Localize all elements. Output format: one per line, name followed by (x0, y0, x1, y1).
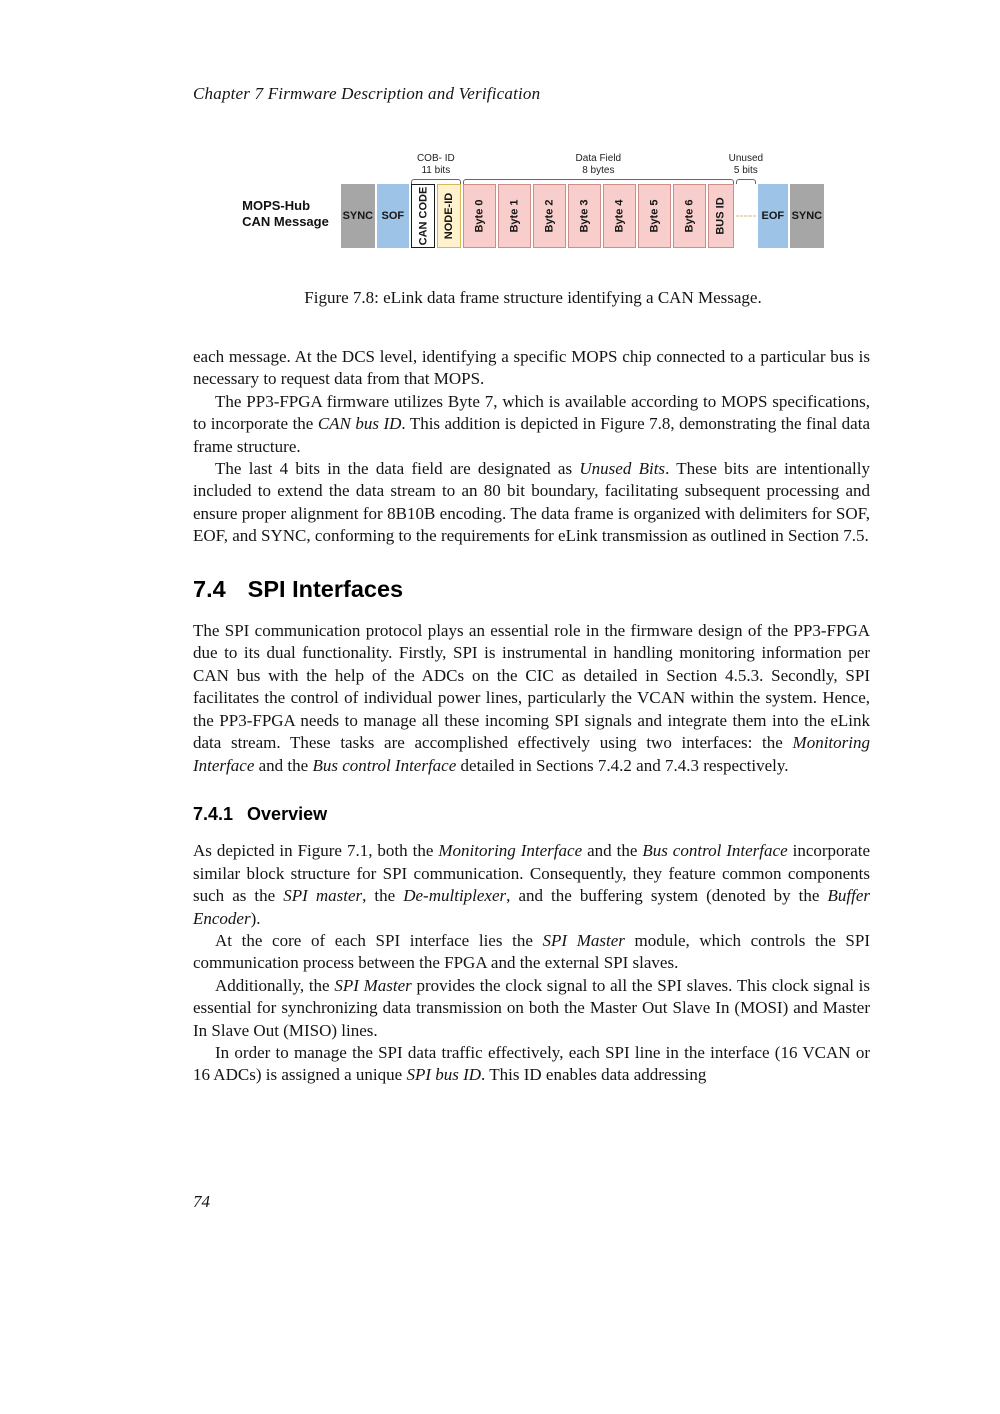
paragraph-3 (193, 458, 870, 548)
paragraph-5 (193, 840, 870, 930)
paragraph-5-text: and the (582, 841, 643, 861)
paragraph-4-text: detailed in Sections 7.4.2 and 7.4.3 respectively. (456, 755, 789, 775)
unused-bit-stripe (744, 215, 747, 217)
cob-id-annotation-line1: COB- ID (416, 153, 455, 164)
unused-bit-stripe (748, 215, 751, 217)
frame-structure (341, 146, 824, 248)
section-number: 7.4 (193, 575, 226, 602)
cell-byte-2: Byte 2 (533, 184, 566, 248)
frame-cells (341, 184, 824, 248)
paragraph-4-text: The SPI communication protocol plays an essential role in the firmware design of the PP3-FPGA due to its dual functionality. Firstly, SPI is instrumental in handling monitoring information per CAN bus with the help of the ADCs on the CIC as detailed in Section 4.5.3. Secondly, SPI facilitates the control of individual power lines, particularly the VCAN within the system. Hence, the PP3-FPGA needs to manage all these incoming SPI signals and integrate them into the eLink data stream. These tasks are accomplished effectively using two interfaces: the (193, 621, 870, 753)
cob-id-annotation-line2: 11 bits (421, 165, 451, 176)
paragraph-5-text: ). (250, 908, 261, 928)
paragraph-6-italic: SPI Master (542, 930, 625, 950)
section-heading-7-4 (193, 575, 870, 602)
paragraph-6 (193, 930, 870, 975)
paragraph-5-italic: SPI master (283, 886, 363, 906)
diagram-row-label (242, 198, 329, 231)
figure-7-8 (193, 146, 873, 308)
paragraph-7 (193, 975, 870, 1042)
cell-sof: SOF (377, 184, 409, 248)
cell-sync-right: SYNC (790, 184, 824, 248)
body-text (193, 346, 870, 1087)
unused-bits-annotation-line1: Unused (728, 153, 764, 164)
paragraph-6-text: module, which controls the SPI communication process between the FPGA and the external SPI slaves. (193, 930, 870, 973)
subsection-heading-7-4-1 (193, 803, 870, 825)
paragraph-5-italic: De-multiplexer (403, 886, 507, 906)
paragraph-2-italic: CAN bus ID (317, 414, 402, 434)
paragraph-4-text: and the (254, 755, 313, 775)
cob-id-annotation (411, 153, 461, 184)
cell-bus-id: BUS ID (708, 184, 734, 248)
unused-bit-stripe (753, 215, 756, 217)
paragraph-8-italic: SPI bus ID (406, 1065, 482, 1085)
cell-byte-3: Byte 3 (568, 184, 601, 248)
paragraph-8-text: In order to manage the SPI data traffic effectively, each SPI line in the interface (16 VCAN or 16 ADCs) is assigned a unique (193, 1042, 870, 1085)
cell-byte-5: Byte 5 (638, 184, 671, 248)
data-field-brace (463, 179, 734, 184)
running-header: Chapter 7 Firmware Description and Verification (193, 84, 541, 103)
cell-eof: EOF (758, 184, 788, 248)
unused-bits-brace (736, 179, 756, 184)
paragraph-7-text: Additionally, the (215, 975, 335, 995)
data-field-annotation (463, 153, 734, 184)
frame-annotations (341, 146, 824, 184)
paragraph-4 (193, 620, 870, 777)
paragraph-5-italic: Bus control Interface (642, 841, 788, 861)
paragraph-1 (193, 346, 870, 391)
cell-node-id: NODE-ID (437, 184, 461, 248)
data-field-annotation-line2: 8 bytes (582, 165, 615, 176)
unused-bits-annotation-line2: 5 bits (733, 165, 758, 176)
paragraph-6-text: At the core of each SPI interface lies the (215, 930, 543, 950)
page-number: 74 (193, 1192, 210, 1211)
figure-caption: Figure 7.8: eLink data frame structure identifying a CAN Message. (304, 288, 762, 307)
paragraph-3-text: The last 4 bits in the data field are designated as (215, 459, 580, 479)
cob-brace (411, 179, 461, 184)
paragraph-7-text: provides the clock signal to all the SPI slaves. This clock signal is essential for synchronizing data transmission on both the Master Out Slave In (MOSI) and Master In Slave Out (MISO) lines. (193, 975, 870, 1040)
paragraph-5-text: , the (362, 886, 404, 906)
paragraph-5-italic: Buffer Encoder (193, 886, 870, 928)
cell-byte-6: Byte 6 (673, 184, 706, 248)
paragraph-8 (193, 1042, 870, 1087)
subsection-title: Overview (247, 803, 328, 824)
unused-bit-stripe (736, 215, 739, 217)
diagram-row-label-line2: CAN Message (242, 213, 329, 229)
paragraph-4-italic: Bus control Interface (312, 755, 457, 775)
paragraph-1-text: each message. At the DCS level, identifying a specific MOPS chip connected to a particular bus is necessary to request data from that MOPS. (193, 347, 870, 389)
paragraph-2 (193, 391, 870, 458)
diagram-row-label-line1: MOPS-Hub (242, 197, 311, 213)
paragraph-5-text: As depicted in Figure 7.1, both the (193, 841, 439, 861)
paragraph-7-italic: SPI Master (334, 975, 412, 995)
elink-frame-diagram (193, 146, 873, 248)
paragraph-3-text: . These bits are intentionally included to extend the data stream to an 80 bit boundary, facilitating subsequent processing and ensure proper alignment for 8B10B encoding. The data frame is organized with delimiters for SOF, EOF, and SYNC, conforming to the requirements for eLink transmission as outlined in Section 7.5. (193, 459, 871, 546)
unused-bit-stripe (740, 215, 743, 217)
paragraph-2-text: The PP3-FPGA firmware utilizes Byte 7, which is available according to MOPS specifications, to incorporate the (193, 391, 870, 434)
data-field-annotation-line1: Data Field (575, 153, 622, 164)
cell-sync-left: SYNC (341, 184, 375, 248)
paragraph-2-text: . This addition is depicted in Figure 7.8, demonstrating the final data frame structure. (193, 414, 870, 456)
cell-can-code: CAN CODE (411, 184, 435, 248)
cell-byte-0: Byte 0 (463, 184, 496, 248)
cell-byte-4: Byte 4 (603, 184, 636, 248)
section-title: SPI Interfaces (247, 575, 404, 602)
paragraph-5-text: incorporate similar block structure for SPI communication. Consequently, they feature common components such as the (193, 841, 870, 906)
subsection-number: 7.4.1 (193, 803, 234, 824)
paragraph-4-italic: Monitoring Interface (193, 733, 870, 775)
paragraph-3-italic: Unused Bits (579, 459, 666, 479)
paragraph-5-text: , and the buffering system (denoted by the (506, 886, 828, 906)
cell-byte-1: Byte 1 (498, 184, 531, 248)
paragraph-5-italic: Monitoring Interface (438, 841, 583, 861)
unused-bits-annotation (724, 153, 768, 184)
paragraph-8-text: . This ID enables data addressing (481, 1065, 707, 1085)
cell-unused-bits (736, 184, 756, 248)
